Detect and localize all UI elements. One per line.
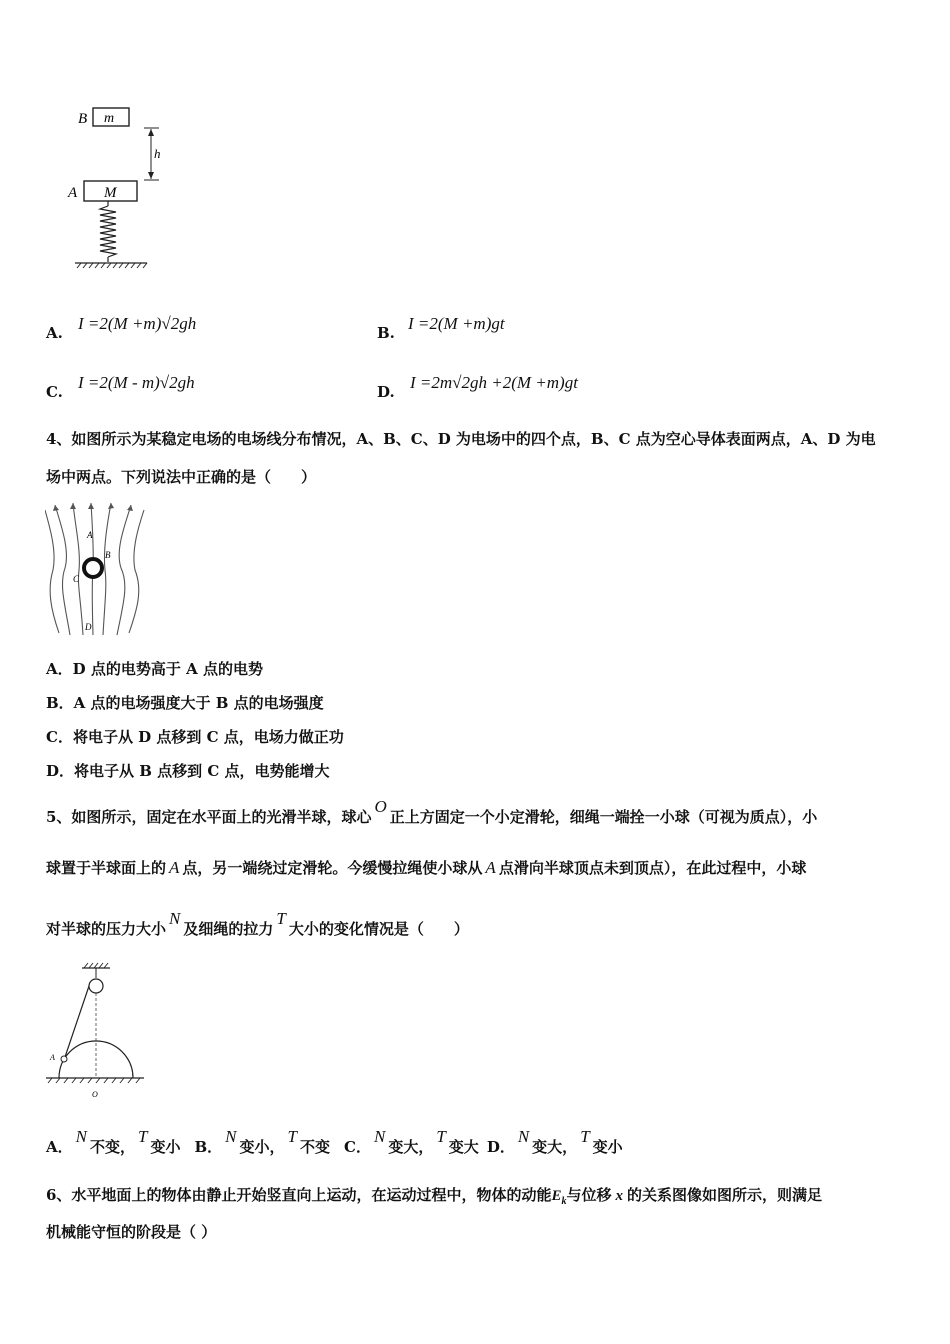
q5-line3-a: 对半球的压力大小 xyxy=(46,920,167,938)
fig5-label-a: A xyxy=(50,1053,55,1062)
q5-var-t: T xyxy=(276,909,286,928)
q5-opt-b-t: T xyxy=(287,1127,297,1146)
q5-var-n: N xyxy=(169,909,181,928)
q5-line2-a: 球置于半球面上的 xyxy=(46,859,167,877)
q5-opt-a-letter: A． xyxy=(46,1138,73,1156)
fig4-label-a: A xyxy=(87,530,93,540)
q6-stem-line1 xyxy=(46,1184,822,1207)
q5-line1-a: 5、如图所示，固定在水平面上的光滑半球，球心 xyxy=(46,808,372,826)
q5-opt-d-t: T xyxy=(580,1127,590,1146)
fig4-label-b: B xyxy=(105,550,111,560)
q3-option-d-letter: D. xyxy=(377,383,395,401)
q5-stem-line2 xyxy=(46,857,806,878)
q5-stem-line3 xyxy=(46,909,469,939)
q3-option-c-letter: C. xyxy=(46,383,63,401)
q5-opt-b-letter: B． xyxy=(194,1138,223,1156)
q5-line3-b: 及细绳的拉力 xyxy=(183,920,274,938)
q6-line1-b: 与位移 xyxy=(566,1186,612,1204)
q5-line1-b: 正上方固定一个小定滑轮，细绳一端拴一小球（可视为质点），小 xyxy=(389,808,818,826)
q5-var-a-2: A xyxy=(485,858,496,877)
q6-stem-line2: 机械能守恒的阶段是（ ） xyxy=(46,1223,217,1241)
q5-opt-d-letter: D． xyxy=(486,1138,515,1156)
q3-option-a-letter: A. xyxy=(46,324,63,342)
q5-opt-a-n: N xyxy=(75,1127,87,1146)
q5-line3-c: 大小的变化情况是（ ） xyxy=(288,920,469,938)
q5-opt-c-t-text: 变大 xyxy=(448,1138,479,1156)
fig1-label-m: m xyxy=(104,111,115,126)
hemisphere-pulley-figure xyxy=(44,960,149,1105)
fig1-label-h: h xyxy=(154,146,161,161)
q5-line2-c: 点滑向半球顶点未到顶点），在此过程中，小球 xyxy=(498,859,807,877)
block-spring-figure xyxy=(60,100,170,275)
q5-opt-a-t: T xyxy=(138,1127,148,1146)
q5-opt-c-n: N xyxy=(373,1127,386,1146)
q3-option-b-formula: I =2(M +m)gt xyxy=(408,314,505,333)
fig1-label-M: M xyxy=(104,185,117,201)
q5-opt-c-n-text: 变大， xyxy=(388,1138,434,1156)
fig4-label-c: C xyxy=(73,574,80,584)
q4-stem-line1: 4、如图所示为某稳定电场的电场线分布情况，A、B、C、D 为电场中的四个点，B、C 点为空心导体表面两点，A、D 为电 xyxy=(46,430,876,448)
fig4-label-d: D xyxy=(85,622,92,632)
q5-opt-a-n-text: 不变， xyxy=(89,1138,135,1156)
q5-var-o: O xyxy=(374,797,387,816)
q5-opt-b-t-text: 不变 xyxy=(300,1138,331,1156)
q3-option-c-formula: I =2(M - m)√2gh xyxy=(78,373,195,392)
fig5-label-o: O xyxy=(92,1090,98,1099)
q5-opt-b-n: N xyxy=(225,1127,237,1146)
q5-stem-line1 xyxy=(46,797,818,827)
q4-option-a: A．D 点的电势高于 A 点的电势 xyxy=(46,660,263,678)
q5-opt-d-n: N xyxy=(517,1127,530,1146)
q3-option-b-letter: B. xyxy=(377,324,395,342)
q4-option-b: B．A 点的电场强度大于 B 点的电场强度 xyxy=(46,694,324,712)
q5-var-a-1: A xyxy=(169,858,180,877)
q5-opt-d-t-text: 变小 xyxy=(592,1138,623,1156)
q6-line1-c: 的关系图像如图所示，则满足 xyxy=(626,1186,822,1204)
q6-ek-sub: k xyxy=(561,1196,567,1207)
q5-opt-a-t-text: 变小 xyxy=(150,1138,181,1156)
electric-field-figure xyxy=(45,500,145,640)
fig1-label-B: B xyxy=(78,111,88,127)
q5-opt-b-n-text: 变小， xyxy=(239,1138,285,1156)
q5-opt-c-t: T xyxy=(436,1127,446,1146)
q5-opt-c-letter: C． xyxy=(344,1138,371,1156)
q5-line2-b: 点，另一端绕过定滑轮。今缓慢拉绳使小球从 xyxy=(182,859,483,877)
fig1-label-A: A xyxy=(68,185,78,201)
q4-stem-line2: 场中两点。下列说法中正确的是（ ） xyxy=(46,468,317,486)
q4-option-d: D．将电子从 B 点移到 C 点，电势能增大 xyxy=(46,762,330,780)
q5-options xyxy=(46,1127,623,1157)
q3-option-d-formula: I =2m√2gh +2(M +m)gt xyxy=(410,373,578,392)
q5-opt-d-n-text: 变大， xyxy=(532,1138,578,1156)
q6-x: x xyxy=(615,1188,623,1204)
q3-option-a-formula: I =2(M +m)√2gh xyxy=(78,314,197,333)
q6-ek-e: E xyxy=(551,1188,562,1204)
q4-option-c: C．将电子从 D 点移到 C 点，电场力做正功 xyxy=(46,728,344,746)
q6-ek xyxy=(551,1188,567,1207)
q6-line1-a: 6、水平地面上的物体由静止开始竖直向上运动，在运动过程中，物体的动能 xyxy=(46,1186,552,1204)
